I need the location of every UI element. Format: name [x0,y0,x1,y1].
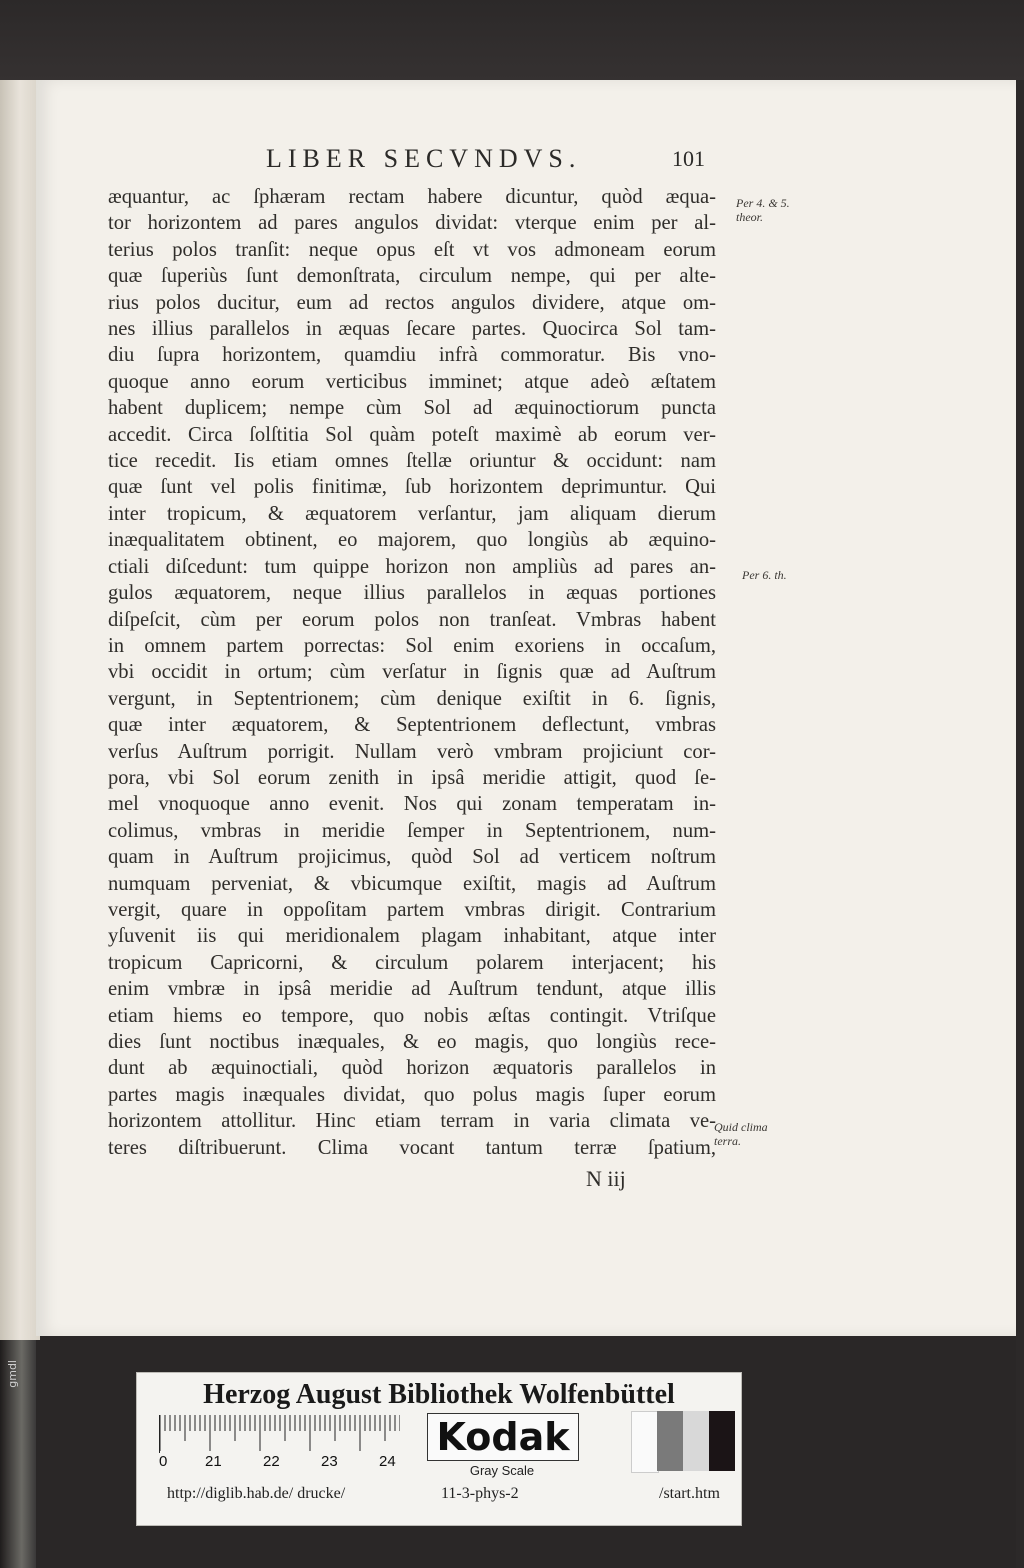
page-stack-edge [0,80,40,1340]
text-line: teres diſtribuerunt. Clima vocant tantum terræ ſpatium, [108,1136,716,1159]
ruler-number: 23 [321,1453,338,1470]
swatch-white [631,1411,659,1473]
scan-background [0,0,1024,80]
text-line: diſpeſcit, cùm per eorum polos non tranſeat. Vmbras habent [108,608,716,631]
marginal-line: Quid clima [714,1120,768,1134]
text-line: quæ inter æquatorem, & Septentrionem deflectunt, vmbras [108,714,716,737]
text-line: quam in Auſtrum projicimus, quòd Sol ad verticem noſtrum [108,846,716,869]
body-text [108,184,716,1161]
url-right: /start.htm [659,1485,720,1502]
url-row [137,1485,741,1511]
book-page [36,80,1016,1336]
text-line: quæ ſuperiùs ſunt demonſtrata, circulum nempe, qui per alte- [108,265,716,288]
running-head: LIBER SECVNDVS. [266,144,582,173]
text-line: vergunt, in Septentrionem; cùm denique exiſtit in 6. ſignis, [108,687,716,710]
text-line: yſuvenit iis qui meridionalem plagam inhabitant, atque inter [108,925,716,948]
ruler-ticks [160,1415,400,1453]
text-line: in omnem partem porrectas: Sol enim exoriens in occaſum, [108,634,716,657]
page-header [266,144,766,180]
text-line: accedit. Circa ſolſtitia Sol quàm poteſt maximè ab eorum ver- [108,423,716,446]
color-target-card [136,1372,742,1526]
text-line: ctiali diſcedunt: tum quippe horizon non ampliùs ad pares an- [108,555,716,578]
text-line: mel vnoquoque anno evenit. Nos qui zonam temperatam in- [108,793,716,816]
text-line: numquam perveniat, & vbicumque exiſtit, magis ad Auſtrum [108,872,716,895]
text-line: æquantur, ac ſphæram rectam habere dicuntur, quòd æqua- [108,186,716,208]
ruler-number: 22 [263,1453,280,1470]
scan-border-right [1016,80,1024,1568]
marginal-line: theor. [736,210,763,224]
signature-mark: N iij [586,1166,626,1191]
text-line: dunt ab æquinoctiali, quòd horizon æquatoris parallelos in [108,1057,716,1080]
scale-ruler [159,1415,400,1453]
text-line: vbi occidit in ortum; cùm verſatur in ſignis quæ ad Auſtrum [108,661,716,684]
ruler-number: 21 [205,1453,222,1470]
swatch-light-gray [683,1411,709,1471]
text-line: tropicum Capricorni, & circulum polarem interjacent; his [108,951,716,974]
text-line: inter tropicum, & æquatorem verſantur, jam aliquam dierum [108,502,716,525]
text-line: diu ſupra horizontem, quamdiu infrà commoratur. Bis vno- [108,344,716,367]
text-line: inæqualitatem obtinent, eo majorem, quo longiùs ab æquino- [108,529,716,552]
marginal-line: terra. [714,1134,741,1148]
text-line: gulos æquatorem, neque illius parallelos in æquas portiones [108,582,716,605]
text-line: quoque anno eorum verticibus imminet; atque adeò æſtatem [108,370,716,393]
marginal-note-1 [736,196,790,224]
text-line: terius polos tranſit: neque opus eſt vt vos admoneam eorum [108,238,716,261]
spine-label: gmdl [6,1360,19,1388]
text-line: horizontem attollitur. Hinc etiam terram in varia climata ve- [108,1110,716,1133]
ruler-number: 24 [379,1453,396,1470]
text-line: tor horizontem ad pares angulos dividat: vterque enim per al- [108,212,716,235]
text-line: dies ſunt noctibus inæquales, & eo magis, quo longiùs rece- [108,1031,716,1053]
book-spine-edge [0,1340,36,1568]
marginal-line: Per 4. & 5. [736,196,790,210]
text-line: rius polos ducitur, eum ad rectos angulos dividere, atque om- [108,291,716,314]
swatch-black [709,1411,735,1471]
gray-scale-label: Gray Scale [469,1463,535,1478]
text-line: nes illius parallelos in æquas ſecare partes. Quocirca Sol tam- [108,318,716,341]
text-line: etiam hiems eo tempore, quo nobis æſtas contingit. Vtriſque [108,1004,716,1027]
kodak-logo: Kodak [427,1413,579,1461]
ruler-numbers [159,1453,409,1471]
url-left: http://diglib.hab.de/ drucke/ [167,1485,346,1502]
ruler-number: 0 [159,1453,168,1470]
text-line: vergit, quare in oppoſitam partem vmbras dirigit. Contrarium [108,898,716,921]
swatch-mid-gray [657,1411,683,1471]
url-mid: 11-3-phys-2 [441,1485,519,1502]
marginal-note-3 [714,1120,768,1148]
library-title: Herzog August Bibliothek Wolfenbüttel [203,1379,675,1410]
text-line: verſus Auſtrum porrigit. Nullam verò vmbram projiciunt cor- [108,740,716,763]
text-line: habent duplicem; nempe cùm Sol ad æquinoctiorum puncta [108,397,716,420]
page-number: 101 [672,146,705,171]
marginal-note-2 [742,568,787,582]
text-line: quæ ſunt vel polis finitimæ, ſub horizontem deprimuntur. Qui [108,476,716,499]
text-line: colimus, vmbras in meridie ſemper in Septentrionem, num- [108,819,716,842]
marginal-line: Per 6. th. [742,568,787,582]
gray-swatches [631,1411,735,1471]
text-line: partes magis inæquales dividat, quo polus magis ſuper eorum [108,1083,716,1106]
text-line: enim vmbræ in ipsâ meridie ad Auſtrum tendunt, atque illis [108,978,716,1001]
text-line: tice recedit. Iis etiam omnes ſtellæ oriuntur & occidunt: nam [108,450,716,473]
text-line: pora, vbi Sol eorum zenith in ipsâ meridie attigit, quod ſe- [108,766,716,789]
